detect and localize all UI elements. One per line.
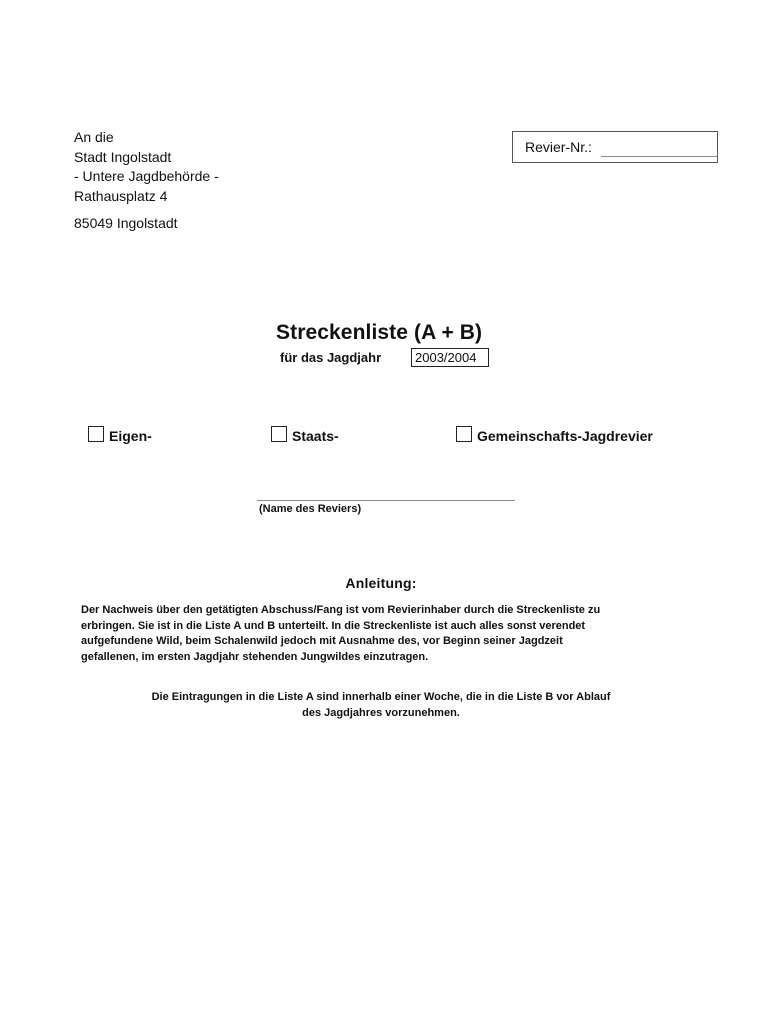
anleitung-line: aufgefundene Wild, beim Schalenwild jedoch mit Ausnahme des, vor Beginn seiner Jagdzeit <box>81 635 563 647</box>
page-title: Streckenliste (A + B) <box>276 321 483 344</box>
anleitung-heading: Anleitung: <box>345 575 417 591</box>
option-eigen <box>88 426 152 442</box>
gemeinschafts-jagdrevier-checkbox[interactable] <box>456 426 472 442</box>
recipient-postal: 85049 Ingolstadt <box>74 215 178 231</box>
frist-line: Die Eintragungen in die Liste A sind innerhalb einer Woche, die in die Liste B vor Ablauf <box>151 691 611 703</box>
frist-line: des Jagdjahres vorzunehmen. <box>302 706 460 719</box>
anleitung-paragraph <box>81 603 711 665</box>
revier-nr-box <box>512 131 718 163</box>
eigen-checkbox[interactable] <box>88 426 104 442</box>
jagdjahr-field[interactable] <box>411 348 489 367</box>
frist-paragraph <box>0 690 762 721</box>
eigen-label: Eigen- <box>109 428 152 444</box>
recipient-line: Rathausplatz 4 <box>74 187 168 204</box>
gemeinschafts-jagdrevier-label: Gemeinschafts-Jagdrevier <box>477 428 653 444</box>
staats-checkbox[interactable] <box>271 426 287 442</box>
recipient-line: Stadt Ingolstadt <box>74 148 172 165</box>
recipient-address <box>74 128 219 234</box>
revier-nr-field[interactable] <box>601 136 717 157</box>
revier-name-field[interactable] <box>257 500 515 501</box>
option-staats <box>271 426 339 442</box>
staats-label: Staats- <box>292 428 339 444</box>
anleitung-line: Der Nachweis über den getätigten Abschuss/Fang ist vom Revierinhaber durch die Streckenliste zu <box>81 604 601 616</box>
recipient-line: - Untere Jagdbehörde - <box>74 168 219 184</box>
jagdjahr-label: für das Jagdjahr <box>280 350 382 365</box>
revier-nr-label: Revier-Nr.: <box>525 139 592 155</box>
option-gemeinschafts-jagdrevier <box>456 426 653 442</box>
anleitung-line: gefallenen, im ersten Jagdjahr stehenden Jungwildes einzutragen. <box>81 650 429 663</box>
anleitung-line: erbringen. Sie ist in die Liste A und B unterteilt. In die Streckenliste ist auch alles sonst verendet <box>81 619 586 632</box>
recipient-line: An die <box>74 129 114 145</box>
revier-name-label: (Name des Reviers) <box>259 503 362 515</box>
